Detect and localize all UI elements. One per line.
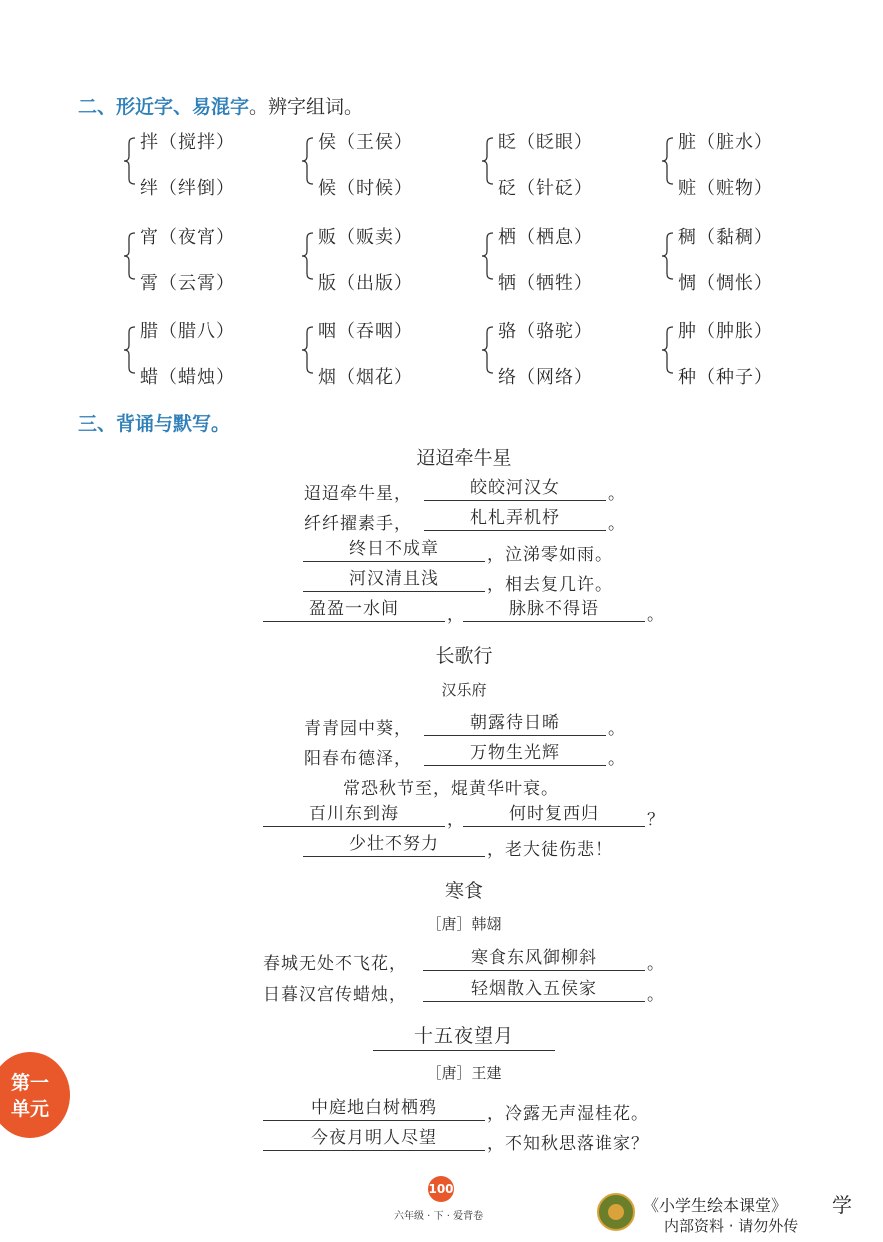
word-pair-b: 砭（针砭） xyxy=(498,178,593,199)
word-pair-a: 肿（肿胀） xyxy=(678,321,773,342)
word-group xyxy=(660,321,790,389)
word-group xyxy=(480,321,610,389)
poem4-line2-text: ，不知秋思落谁家？ xyxy=(487,1134,649,1154)
section-2-instruction: 。辨字组词。 xyxy=(249,96,364,118)
brace-icon xyxy=(660,231,676,281)
poem2-line2-answer: 万物生光辉 xyxy=(424,743,606,766)
watermark-logo-icon xyxy=(597,1193,635,1231)
poem2-line1-text: 青青园中葵， xyxy=(304,719,412,739)
brace-icon xyxy=(480,136,496,186)
word-group xyxy=(660,227,790,295)
brace-icon xyxy=(480,325,496,375)
unit-badge xyxy=(0,1052,70,1138)
poem1-line5-comma: ， xyxy=(447,605,465,625)
poem1-line1-answer: 皎皎河汉女 xyxy=(424,478,606,501)
brace-icon xyxy=(122,136,138,186)
word-pair-b: 赃（赃物） xyxy=(678,178,773,199)
word-pair-b: 霄（云霄） xyxy=(140,273,235,294)
word-pair-a: 骆（骆驼） xyxy=(498,321,593,342)
section-3-label: 三、背诵与默写。 xyxy=(78,413,231,435)
poem4-line1-answer: 中庭地白树栖鸦 xyxy=(263,1098,485,1121)
word-pair-a: 宵（夜宵） xyxy=(140,227,235,248)
poem3-line2-end: 。 xyxy=(647,985,665,1005)
poem1-line1-text: 迢迢牵牛星， xyxy=(304,484,412,504)
brace-icon xyxy=(300,325,316,375)
poem4-title: 十五夜望月 xyxy=(373,1026,555,1051)
poem1-line2-text: 纤纤擢素手， xyxy=(304,514,412,534)
unit-badge-line2: 单元 xyxy=(10,1098,49,1120)
word-group xyxy=(300,132,430,200)
poem1-line3-text: ，泣涕零如雨。 xyxy=(487,545,613,565)
word-pair-b: 惆（惆怅） xyxy=(678,273,773,294)
poem1-line2-end: 。 xyxy=(608,514,626,534)
poem4-line2-answer: 今夜月明人尽望 xyxy=(263,1128,485,1151)
brace-icon xyxy=(300,136,316,186)
word-pair-b: 烟（烟花） xyxy=(318,367,413,388)
word-pair-a: 贩（贩卖） xyxy=(318,227,413,248)
word-pair-b: 绊（绊倒） xyxy=(140,178,235,199)
word-group xyxy=(660,132,790,200)
word-pair-a: 咽（吞咽） xyxy=(318,321,413,342)
brace-icon xyxy=(480,231,496,281)
poem3-line2-answer: 轻烟散入五侯家 xyxy=(423,979,645,1002)
word-pair-b: 版（出版） xyxy=(318,273,413,294)
poem1-line3-answer: 终日不成章 xyxy=(303,539,485,562)
poem2-line5-answer: 少壮不努力 xyxy=(303,834,485,857)
poem3-author: ［唐］韩翃 xyxy=(426,915,502,933)
poem1-line5-answer2: 脉脉不得语 xyxy=(463,599,645,622)
poem3-line1-answer: 寒食东风御柳斜 xyxy=(423,948,645,971)
word-group xyxy=(300,227,430,295)
word-pair-a: 眨（眨眼） xyxy=(498,132,593,153)
brace-icon xyxy=(122,325,138,375)
word-pair-a: 栖（栖息） xyxy=(498,227,593,248)
poem1-line4-answer: 河汉清且浅 xyxy=(303,569,485,592)
section-2-heading xyxy=(78,92,363,119)
poem2-line1-end: 。 xyxy=(608,719,626,739)
brace-icon xyxy=(300,231,316,281)
poem1-line5-answer1: 盈盈一水间 xyxy=(263,599,445,622)
poem2-line5-text: ，老大徒伤悲！ xyxy=(487,840,613,860)
section-2-label: 二、形近字、易混字 xyxy=(78,96,250,118)
poem1-title: 迢迢牵牛星 xyxy=(416,447,512,469)
poem4-author: ［唐］王建 xyxy=(426,1064,502,1082)
word-pair-b: 候（时候） xyxy=(318,178,413,199)
word-pair-a: 稠（黏稠） xyxy=(678,227,773,248)
poem3-line2-text: 日暮汉宫传蜡烛， xyxy=(263,985,407,1005)
book-title: 六年级 · 下 · 爱背卷 xyxy=(394,1211,484,1222)
poem1-line4-text: ，相去复几许。 xyxy=(487,575,613,595)
word-pair-b: 牺（牺牲） xyxy=(498,273,593,294)
word-group xyxy=(122,132,252,200)
poem3-line1-end: 。 xyxy=(647,954,665,974)
poem3-title: 寒食 xyxy=(444,880,483,902)
section-3-heading xyxy=(78,409,230,436)
poem2-line4-comma: ， xyxy=(447,810,465,830)
word-group xyxy=(300,321,430,389)
brace-icon xyxy=(122,231,138,281)
word-pair-a: 侯（王侯） xyxy=(318,132,413,153)
watermark-line1: 《小学生绘本课堂》 xyxy=(643,1196,788,1215)
word-pair-a: 脏（脏水） xyxy=(678,132,773,153)
brace-icon xyxy=(660,325,676,375)
word-pair-b: 蜡（蜡烛） xyxy=(140,367,235,388)
poem3-line1-text: 春城无处不飞花， xyxy=(263,954,407,974)
poem4-line1-text: ，冷露无声湿桂花。 xyxy=(487,1104,649,1124)
poem2-line2-text: 阳春布德泽， xyxy=(304,749,412,769)
poem2-line1-answer: 朝露待日晞 xyxy=(424,713,606,736)
poem2-line4-answer2: 何时复西归 xyxy=(463,804,645,827)
unit-badge-line1: 第一 xyxy=(10,1072,49,1094)
word-group xyxy=(480,132,610,200)
word-pair-a: 腊（腊八） xyxy=(140,321,235,342)
watermark-line2: 内部资料 · 请勿外传 xyxy=(664,1217,799,1235)
word-group xyxy=(122,321,252,389)
poem1-line5-end: 。 xyxy=(647,605,665,625)
poem1-line1-end: 。 xyxy=(608,484,626,504)
poem2-author: 汉乐府 xyxy=(441,681,487,699)
word-group xyxy=(122,227,252,295)
page-number: 100 xyxy=(428,1176,454,1202)
poem2-title: 长歌行 xyxy=(435,645,493,667)
poem2-line4-answer1: 百川东到海 xyxy=(263,804,445,827)
brace-icon xyxy=(660,136,676,186)
poem2-line3-text: 常恐秋节至，焜黄华叶衰。 xyxy=(343,779,559,799)
poem2-line2-end: 。 xyxy=(608,749,626,769)
word-group xyxy=(480,227,610,295)
watermark-tail: 学 xyxy=(832,1193,852,1217)
poem2-line4-end: ？ xyxy=(647,810,665,830)
word-pair-a: 拌（搅拌） xyxy=(140,132,235,153)
poem1-line2-answer: 札札弄机杼 xyxy=(424,508,606,531)
word-pair-b: 种（种子） xyxy=(678,367,773,388)
word-pair-b: 络（网络） xyxy=(498,367,593,388)
